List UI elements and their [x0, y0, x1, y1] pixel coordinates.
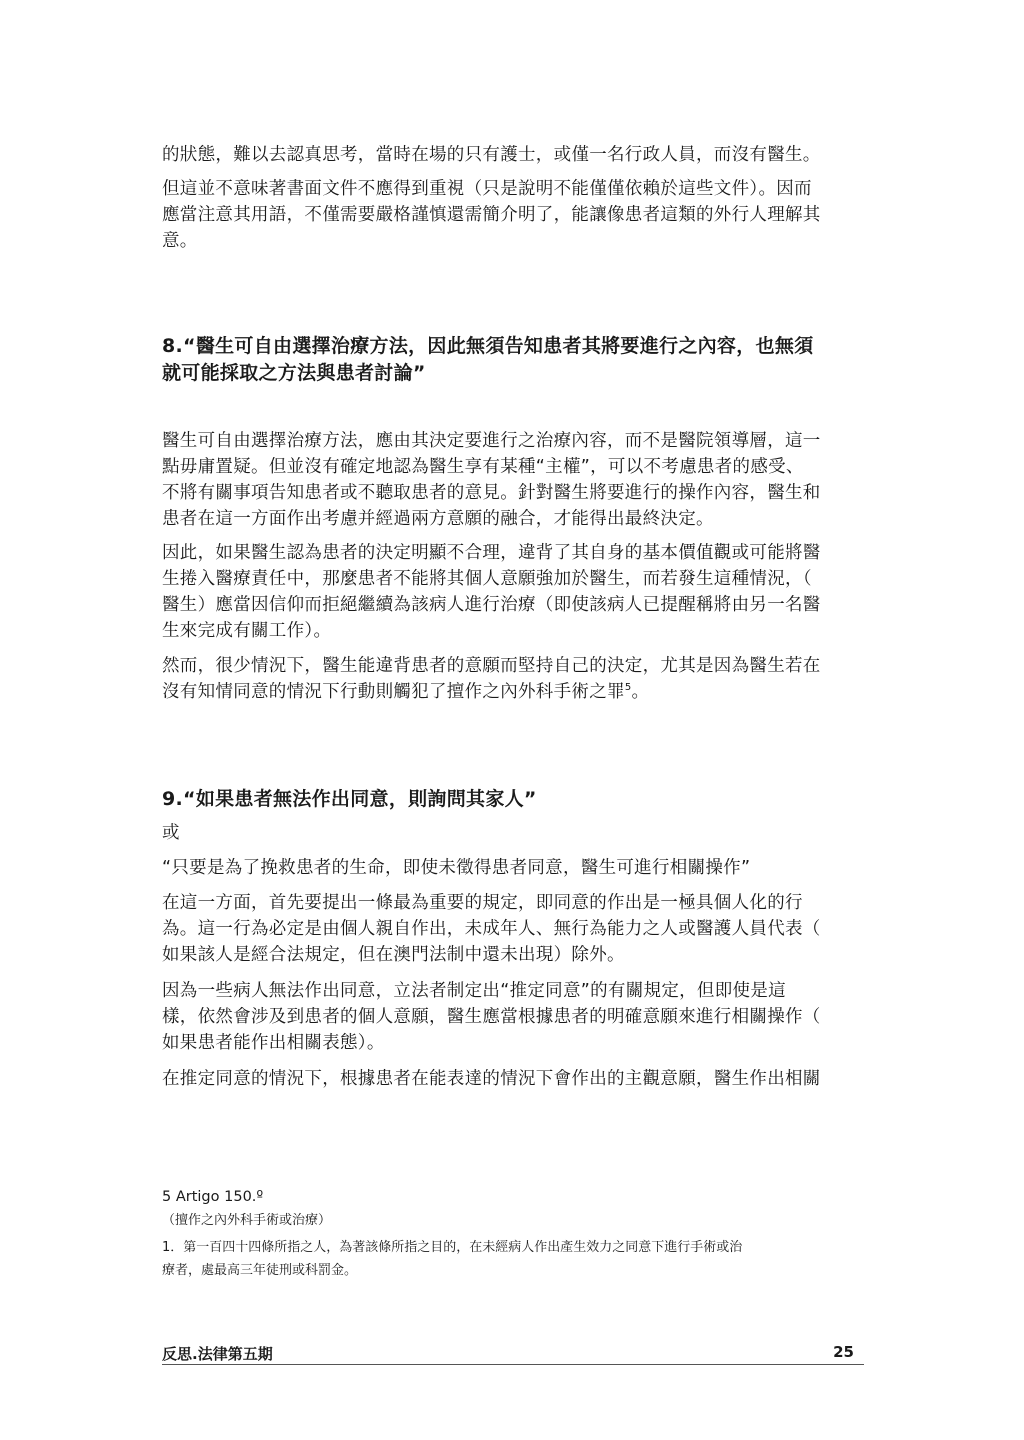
footer-rule — [162, 1364, 864, 1365]
text-line: 如果該人是經合法規定，但在澳門法制中還未出現）除外。 — [162, 945, 625, 965]
text-line: 在這一方面，首先要提出一條最為重要的規定，即同意的作出是一極具個人化的行 — [162, 893, 803, 913]
paragraph-conscientious-refusal — [162, 540, 864, 644]
paragraph-free-choice — [162, 428, 864, 532]
text-line: 因為一些病人無法作出同意，立法者制定出“推定同意”的有關規定，但即使是這 — [162, 981, 786, 1001]
text-line: 然而，很少情況下，醫生能違背患者的意願而堅持自己的決定，尤其是因為醫生若在 — [162, 656, 821, 676]
text-line: 生來完成有關工作）。 — [162, 621, 332, 641]
text-line: 生捲入醫療責任中，那麼患者不能將其個人意願強加於醫生，而若發生這種情況，（ — [162, 569, 812, 589]
text-line: 不將有關事項告知患者或不聽取患者的意見。針對醫生將要進行的操作內容，醫生和 — [162, 483, 821, 503]
text-run: 沒有知情同意的情況下行動則觸犯了擅作之內外科手術之罪 — [162, 682, 625, 702]
footnote-ref[interactable]: 5 — [624, 682, 632, 694]
paragraph-presumed-consent — [162, 978, 864, 1056]
heading-line: 8.“醫生可自由選擇治療方法，因此無須告知患者其將要進行之內容，也無須 — [162, 335, 814, 357]
heading-line: 就可能採取之方法與患者討論” — [162, 362, 426, 384]
section-heading-9 — [162, 786, 864, 813]
text-line: 但這並不意味著書面文件不應得到重視（只是說明不能僅僅依賴於這些文件）。因而 — [162, 179, 812, 199]
page-number: 25 — [833, 1343, 854, 1361]
footnote-text-line: 療者，處最高三年徒刑或科罰金。 — [162, 1263, 358, 1278]
text-line: 醫生）應當因信仰而拒絕繼續為該病人進行治療（即使該病人已提醒稱將由另一名醫 — [162, 595, 821, 615]
text-line: 醫生可自由選擇治療方法，應由其決定要進行之治療內容，而不是醫院領導層，這一 — [162, 431, 821, 451]
footnote — [162, 1186, 864, 1282]
footnote-text-line: 1．第一百四十四條所指之人，為著該條所指之目的，在未經病人作出產生效力之同意下進行手術或治 — [162, 1240, 743, 1255]
text-line: 應當注意其用語，不僅需要嚴格謹慎還需簡介明了，能讓像患者這類的外行人理解其 — [162, 205, 821, 225]
text-line — [162, 679, 864, 705]
text-line: 或 — [162, 823, 180, 843]
text-run: 。 — [631, 682, 650, 702]
text-line: 患者在這一方面作出考慮并經過兩方意願的融合，才能得出最終決定。 — [162, 509, 714, 529]
quoted-statement — [162, 855, 864, 881]
conjunction-or — [162, 820, 864, 846]
section-heading-8 — [162, 333, 864, 387]
text-line: 的狀態，難以去認真思考，當時在場的只有護士，或僅一名行政人員，而沒有醫生。 — [162, 145, 821, 165]
footnote-title: （擅作之內外科手術或治療） — [162, 1213, 332, 1228]
text-line: 在推定同意的情況下，根據患者在能表達的情況下會作出的主觀意願，醫生作出相關 — [162, 1069, 821, 1089]
text-line: 點毋庸置疑。但並沒有確定地認為醫生享有某種“主權”，可以不考慮患者的感受、 — [162, 457, 804, 477]
text-line: 為。這一行為必定是由個人親自作出，未成年人、無行為能力之人或醫護人員代表（ — [162, 919, 821, 939]
text-line: 因此，如果醫生認為患者的決定明顯不合理，違背了其自身的基本價值觀或可能將醫 — [162, 543, 821, 563]
paragraph-presumed-will — [162, 1066, 864, 1092]
heading-line: 9.“如果患者無法作出同意，則詢問其家人” — [162, 788, 537, 810]
text-line: 樣，依然會涉及到患者的個人意願，醫生應當根據患者的明確意願來進行相關操作（ — [162, 1007, 821, 1027]
paragraph-continuation — [162, 142, 864, 168]
text-line: 意。 — [162, 231, 198, 251]
footnote-number: 5 Artigo 150.º — [162, 1189, 264, 1205]
paragraph-informed-consent — [162, 653, 864, 705]
text-line: 如果患者能作出相關表態）。 — [162, 1033, 385, 1053]
document-page — [162, 0, 864, 1440]
publication-title: 反思.法律第五期 — [162, 1345, 273, 1363]
paragraph-personal-consent — [162, 890, 864, 968]
paragraph-written-documents — [162, 176, 864, 254]
text-line: “只要是為了挽救患者的生命，即使未徵得患者同意，醫生可進行相關操作” — [162, 858, 751, 878]
